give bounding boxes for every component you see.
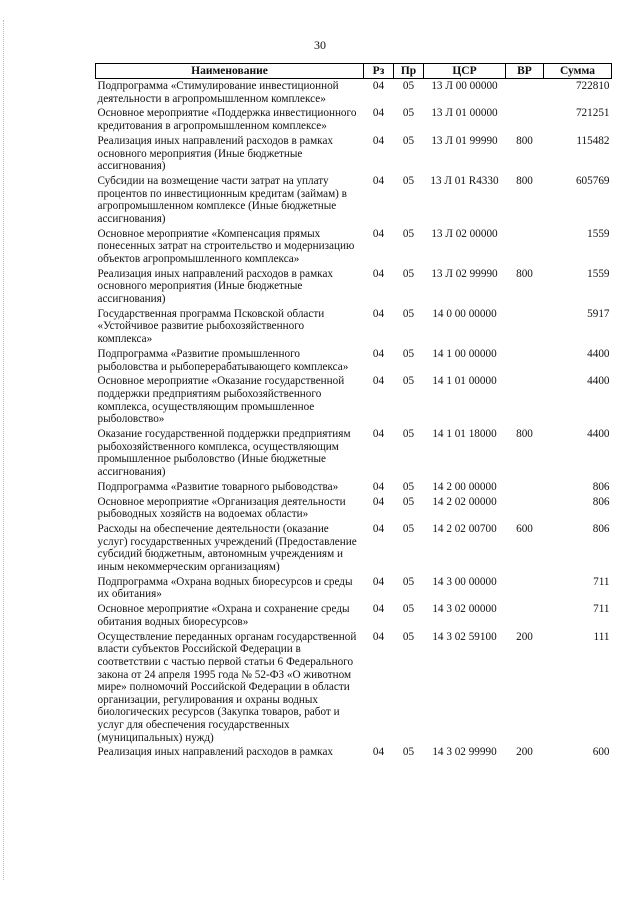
cell-pr: 05	[402, 107, 415, 120]
cell-csr: 14 0 00 00000	[432, 307, 497, 320]
table-row	[96, 745, 612, 760]
cell-csr: 13 Л 00 00000	[431, 80, 498, 92]
cell-sum: 1559	[587, 227, 610, 240]
cell-rz: 04	[372, 523, 385, 536]
table-row	[96, 227, 612, 267]
cell-csr: 13 Л 01 R4330	[430, 175, 499, 188]
cell-sum: 721251	[575, 107, 610, 120]
scan-edge-marks	[3, 20, 5, 880]
cell-sum: 1559	[587, 267, 610, 280]
cell-vr: 200	[516, 746, 533, 759]
cell-csr: 14 2 00 00000	[432, 480, 497, 493]
cell-csr: 14 1 00 00000	[432, 347, 497, 360]
cell-sum: 4400	[587, 347, 610, 360]
table-row	[96, 347, 612, 374]
cell-rz: 04	[372, 495, 385, 508]
cell-sum: 806	[592, 523, 610, 536]
table-row	[96, 495, 612, 522]
cell-rz: 04	[372, 134, 385, 147]
cell-name: Субсидии на возмещение части затрат на уплату процентов по инвестиционным кредитам (займам) в агропромышленном комплексе (Иные бюджетные ассигнования)	[97, 175, 347, 225]
cell-rz: 04	[372, 603, 385, 616]
cell-rz: 04	[372, 630, 385, 643]
cell-vr	[506, 602, 544, 629]
cell-pr: 05	[402, 267, 415, 280]
table-row	[96, 630, 612, 746]
cell-vr: 600	[516, 523, 533, 536]
cell-csr: 14 2 02 00000	[432, 495, 497, 508]
cell-vr	[506, 575, 544, 602]
cell-vr	[506, 307, 544, 347]
cell-sum: 111	[593, 630, 610, 643]
cell-csr: 14 3 02 59100	[432, 630, 497, 643]
cell-rz: 04	[372, 347, 385, 360]
cell-vr	[506, 79, 544, 107]
header-pr: Пр	[394, 64, 424, 79]
cell-sum: 5917	[587, 307, 610, 320]
cell-sum: 711	[593, 603, 610, 616]
cell-csr: 14 1 01 00000	[432, 375, 497, 388]
header-csr: ЦСР	[424, 64, 506, 79]
cell-name: Осуществление переданных органам государственной власти субъектов Российской Федерации в соответствии с частью первой статьи 6 Федерального закона от 24 апреля 1995 года № 52-ФЗ «О животном мире» полномочий Российской Федерации в области организации, регулирования и охраны водных биологических ресурсов (Закупка товаров, работ и услуг для обеспечения государственных (муниципальных) нужд)	[97, 630, 357, 744]
cell-vr: 800	[516, 175, 533, 188]
table-row	[96, 374, 612, 427]
cell-csr: 14 3 02 99990	[432, 746, 497, 759]
cell-pr: 05	[402, 227, 415, 240]
cell-sum: 4400	[587, 428, 610, 441]
cell-name: Оказание государственной поддержки предприятиям рыбохозяйственного комплекса, осуществляющим промышленное рыболовство (Иные бюджетные ассигнования)	[97, 428, 351, 478]
table-row	[96, 307, 612, 347]
cell-csr: 13 Л 01 99990	[431, 134, 498, 147]
cell-name: Основное мероприятие «Поддержка инвестиционного кредитования в агропромышленном комплексе»	[97, 107, 357, 133]
cell-name: Реализация иных направлений расходов в рамках	[97, 746, 334, 759]
cell-name: Государственная программа Псковской области «Устойчивое развитие рыбохозяйственного комплекса»	[97, 307, 325, 346]
cell-rz: 04	[372, 175, 385, 188]
cell-rz: 04	[372, 227, 385, 240]
cell-rz: 04	[372, 267, 385, 280]
table-row	[96, 522, 612, 575]
table-header-row	[96, 64, 612, 79]
cell-rz: 04	[372, 307, 385, 320]
cell-name: Реализация иных направлений расходов в рамках основного мероприятия (Иные бюджетные ассигнования)	[97, 267, 334, 305]
cell-sum: 711	[593, 575, 610, 588]
header-sum: Сумма	[544, 64, 612, 79]
cell-name: Основное мероприятие «Охрана и сохранение среды обитания водных биоресурсов»	[97, 603, 350, 628]
cell-csr: 13 Л 01 00000	[431, 107, 498, 120]
cell-vr: 800	[516, 428, 533, 441]
cell-pr: 05	[402, 495, 415, 508]
table-row	[96, 134, 612, 174]
cell-pr: 05	[402, 523, 415, 536]
cell-pr: 05	[402, 575, 415, 588]
cell-pr: 05	[402, 80, 415, 92]
cell-sum: 806	[592, 495, 610, 508]
cell-pr: 05	[402, 175, 415, 188]
cell-pr: 05	[402, 134, 415, 147]
table-row	[96, 106, 612, 133]
cell-sum: 600	[592, 746, 610, 759]
cell-name: Основное мероприятие «Организация деятельности рыбоводных хозяйств на водоемах области»	[97, 495, 346, 521]
cell-vr	[506, 374, 544, 427]
page-number: 30	[314, 38, 326, 52]
cell-rz: 04	[372, 375, 385, 388]
header-vr: ВР	[506, 64, 544, 79]
cell-pr: 05	[402, 375, 415, 388]
cell-vr: 800	[516, 134, 533, 147]
header-rz: Рз	[364, 64, 394, 79]
cell-name: Подпрограмма «Стимулирование инвестиционной деятельности в агропромышленном комплексе»	[97, 80, 339, 105]
cell-name: Подпрограмма «Развитие промышленного рыболовства и рыбоперерабатывающего комплекса»	[97, 347, 349, 373]
cell-pr: 05	[402, 480, 415, 493]
cell-sum: 605769	[575, 175, 610, 188]
cell-vr	[506, 347, 544, 374]
cell-name: Основное мероприятие «Оказание государственной поддержки предприятиям рыбохозяйственного комплекса, осуществляющим промышленное рыболовство»	[97, 375, 345, 426]
cell-csr: 14 3 02 00000	[432, 603, 497, 616]
cell-vr	[506, 480, 544, 495]
cell-sum: 722810	[575, 80, 610, 92]
cell-rz: 04	[372, 80, 385, 92]
cell-rz: 04	[372, 480, 385, 493]
cell-sum: 4400	[587, 375, 610, 388]
cell-rz: 04	[372, 746, 385, 759]
cell-pr: 05	[402, 428, 415, 441]
table-row	[96, 427, 612, 480]
cell-name: Подпрограмма «Охрана водных биоресурсов и среды их обитания»	[97, 575, 353, 601]
header-name: Наименование	[96, 64, 364, 79]
cell-csr: 14 2 02 00700	[432, 523, 497, 536]
cell-pr: 05	[402, 307, 415, 320]
cell-csr: 14 3 00 00000	[432, 575, 497, 588]
cell-sum: 806	[592, 480, 610, 493]
cell-name: Основное мероприятие «Компенсация прямых понесенных затрат на строительство и модернизацию объектов агропромышленного комплекса»	[97, 227, 355, 265]
cell-pr: 05	[402, 347, 415, 360]
cell-vr: 800	[516, 267, 533, 280]
cell-rz: 04	[372, 428, 385, 441]
budget-table	[95, 63, 612, 760]
cell-rz: 04	[372, 575, 385, 588]
table-row	[96, 575, 612, 602]
cell-pr: 05	[402, 630, 415, 643]
cell-pr: 05	[402, 603, 415, 616]
cell-vr: 200	[516, 630, 533, 643]
cell-vr	[506, 227, 544, 267]
cell-name: Расходы на обеспечение деятельности (оказание услуг) государственных учреждений (Предоставление субсидий бюджетным, автономным учреждениям и иным некоммерческим организациям)	[97, 523, 357, 573]
table-row	[96, 602, 612, 629]
cell-name: Подпрограмма «Развитие товарного рыбоводства»	[97, 480, 339, 493]
cell-pr: 05	[402, 746, 415, 759]
cell-sum: 115482	[576, 134, 610, 147]
cell-vr	[506, 106, 544, 133]
table-row	[96, 79, 612, 107]
cell-rz: 04	[372, 107, 385, 120]
table-row	[96, 267, 612, 307]
cell-vr	[506, 495, 544, 522]
table-row	[96, 480, 612, 495]
cell-csr: 13 Л 02 00000	[431, 227, 498, 240]
cell-csr: 14 1 01 18000	[432, 428, 497, 441]
cell-name: Реализация иных направлений расходов в рамках основного мероприятия (Иные бюджетные ассигнования)	[97, 134, 334, 173]
table-row	[96, 174, 612, 227]
cell-csr: 13 Л 02 99990	[431, 267, 498, 280]
